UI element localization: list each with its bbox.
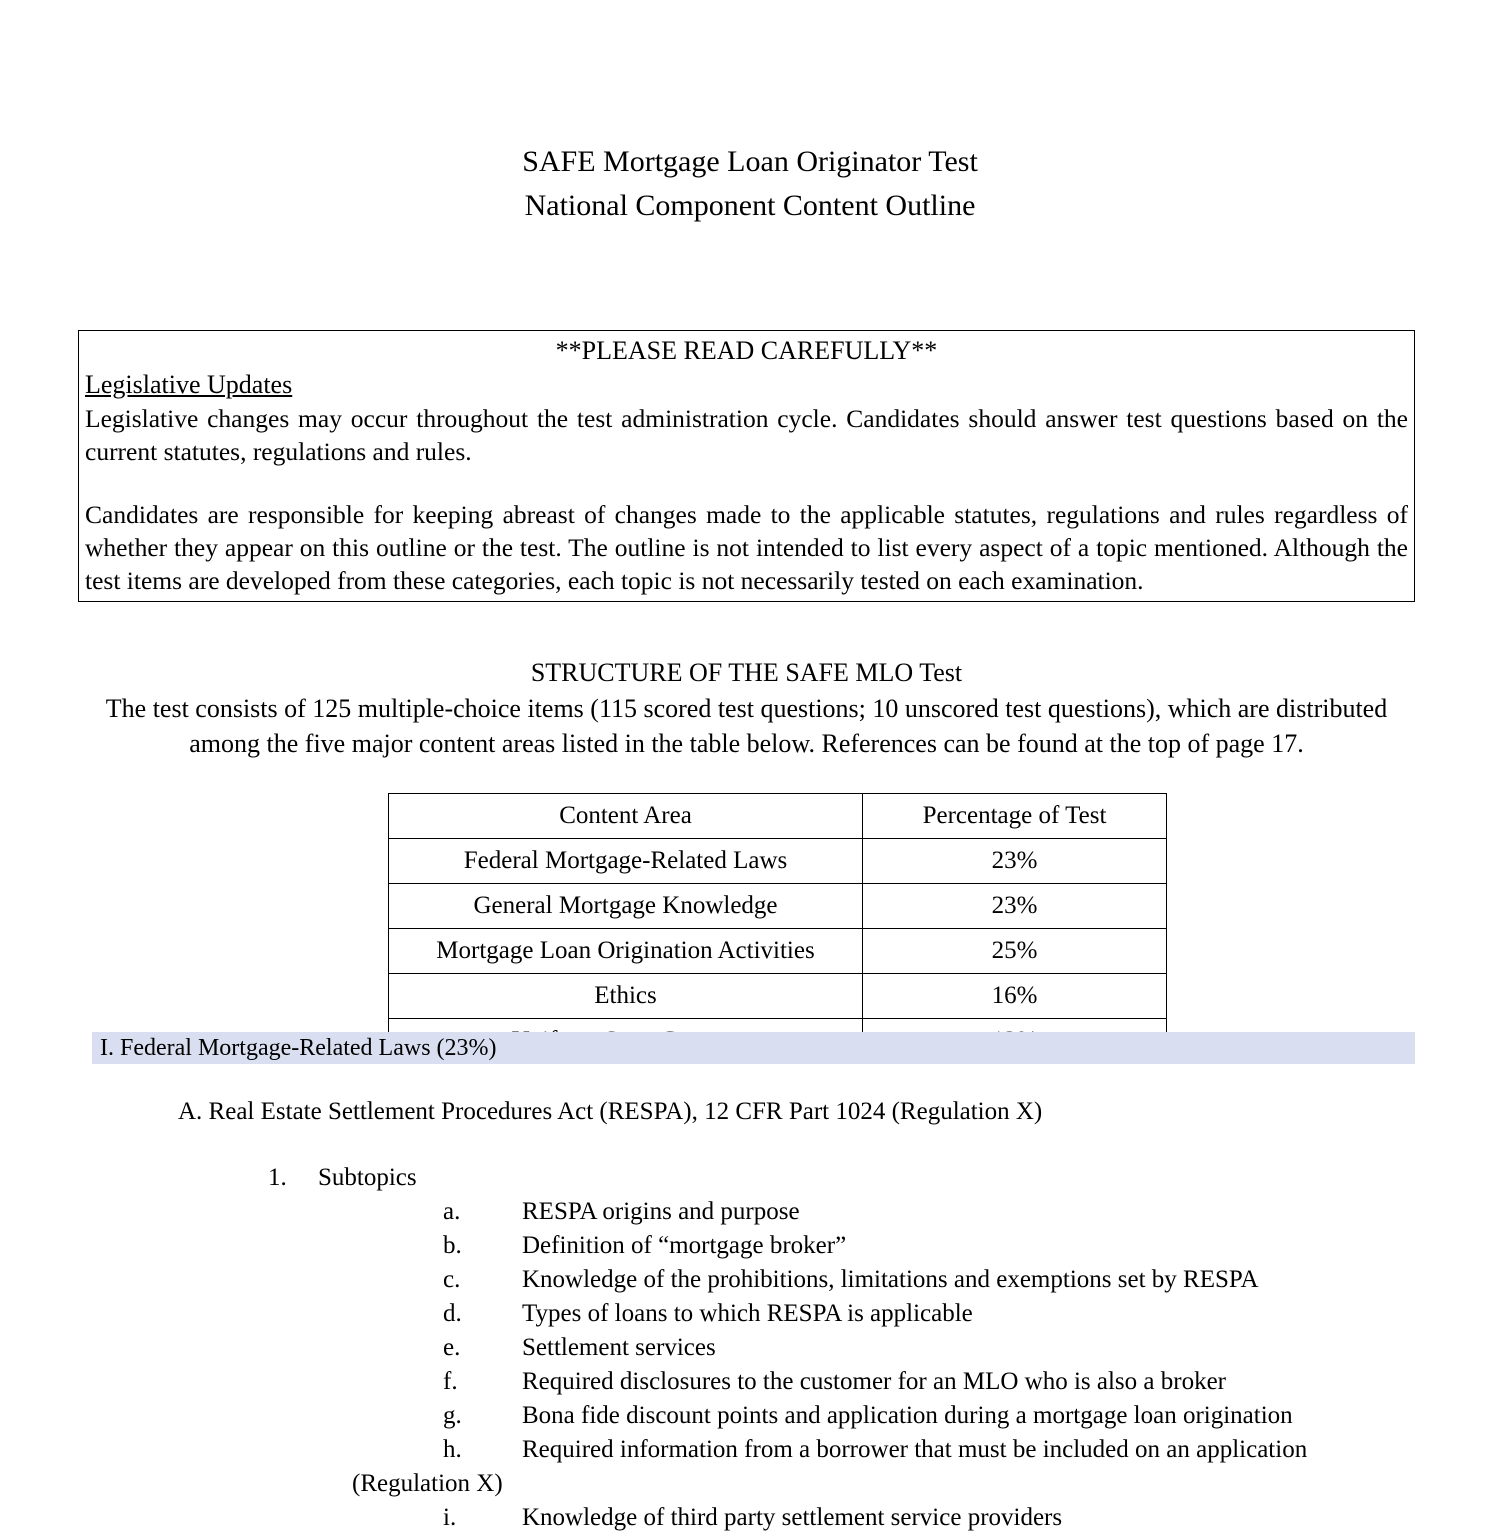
notice-spacer	[79, 468, 1414, 498]
table-header-row	[389, 794, 1167, 839]
notice-heading: **PLEASE READ CAREFULLY**	[555, 336, 938, 365]
table-cell-content-area: Mortgage Loan Origination Activities	[389, 929, 863, 974]
table-row	[389, 839, 1167, 884]
table-cell-percentage: 23%	[863, 884, 1167, 929]
outline-item-text: Knowledge of the prohibitions, limitations and exemptions set by RESPA	[522, 1266, 1259, 1293]
title-line-1: SAFE Mortgage Loan Originator Test	[522, 145, 978, 178]
outline-item-number: g.	[443, 1402, 462, 1429]
outline-hanging-text: (Regulation X)	[352, 1470, 503, 1497]
structure-description: The test consists of 125 multiple-choice items (115 scored test questions; 10 unscored test questions), which are distributed among the five major content areas listed in the table below. References can be found at the top of page 17.	[105, 694, 1388, 758]
outline-item-h	[0, 1433, 1500, 1467]
notice-paragraph-2: Candidates are responsible for keeping abreast of changes made to the applicable statutes, regulations and rules regardless of whether they appear on this outline or the test. The outline is not intended to list every aspect of a topic mentioned. Although the test items are developed from these categories, each topic is not necessarily tested on each examination.	[85, 500, 1408, 595]
outline-item-b	[0, 1229, 1500, 1263]
please-read-carefully-box	[78, 330, 1415, 602]
outline-item-number: e.	[443, 1334, 461, 1361]
structure-heading: STRUCTURE OF THE SAFE MLO Test	[530, 658, 963, 687]
outline-item-number: h.	[443, 1436, 462, 1463]
outline-item-g	[0, 1399, 1500, 1433]
outline-item-number: a.	[443, 1198, 461, 1225]
outline-item-d	[0, 1297, 1500, 1331]
section-heading-band: I. Federal Mortgage-Related Laws (23%)	[92, 1032, 1415, 1064]
structure-section	[78, 655, 1415, 761]
outline-item-c	[0, 1263, 1500, 1297]
notice-subheading: Legislative Updates	[85, 370, 293, 399]
table-row	[389, 929, 1167, 974]
outline-item-text: Bona fide discount points and application during a mortgage loan origination	[522, 1402, 1293, 1429]
outline-level-a: A. Real Estate Settlement Procedures Act (RESPA), 12 CFR Part 1024 (Regulation X)	[178, 1098, 1043, 1125]
page-title	[0, 0, 1500, 228]
table-cell-percentage: 16%	[863, 974, 1167, 1019]
outline-item-text: Knowledge of third party settlement service providers	[522, 1504, 1063, 1531]
outline-level-1	[0, 1161, 1500, 1195]
outline-item-number: i.	[443, 1504, 457, 1531]
content-area-table	[388, 793, 1167, 1064]
outline-item-i	[0, 1501, 1500, 1535]
notice-paragraph-1: Legislative changes may occur throughout the test administration cycle. Candidates should answer test questions based on the current statutes, regulations and rules.	[85, 404, 1408, 466]
outline-level-1-label: Subtopics	[318, 1164, 417, 1191]
table-header-content-area: Content Area	[389, 794, 863, 839]
outline-level-1-number: 1.	[268, 1164, 287, 1191]
outline-item-text: Settlement services	[522, 1334, 716, 1361]
outline-item-f	[0, 1365, 1500, 1399]
table-cell-content-area: Ethics	[389, 974, 863, 1019]
table-cell-content-area: Federal Mortgage-Related Laws	[389, 839, 863, 884]
outline-section	[0, 1095, 1500, 1535]
outline-item-text: Required information from a borrower that must be included on an application	[522, 1436, 1308, 1463]
outline-item-number: b.	[443, 1232, 462, 1259]
outline-item-number: d.	[443, 1300, 462, 1327]
outline-item-text: Types of loans to which RESPA is applicable	[522, 1300, 973, 1327]
table-cell-percentage: 23%	[863, 839, 1167, 884]
table-header-percentage: Percentage of Test	[863, 794, 1167, 839]
outline-item-text: RESPA origins and purpose	[522, 1198, 800, 1225]
table-cell-percentage: 25%	[863, 929, 1167, 974]
table-cell-content-area: General Mortgage Knowledge	[389, 884, 863, 929]
outline-item-text: Definition of “mortgage broker”	[522, 1232, 847, 1259]
outline-item-e	[0, 1331, 1500, 1365]
outline-item-number: f.	[443, 1368, 458, 1395]
title-line-2: National Component Content Outline	[524, 189, 976, 222]
outline-item-a	[0, 1195, 1500, 1229]
outline-item-number: c.	[443, 1266, 461, 1293]
table-row	[389, 884, 1167, 929]
table-row	[389, 974, 1167, 1019]
outline-item-text: Required disclosures to the customer for an MLO who is also a broker	[522, 1368, 1227, 1395]
